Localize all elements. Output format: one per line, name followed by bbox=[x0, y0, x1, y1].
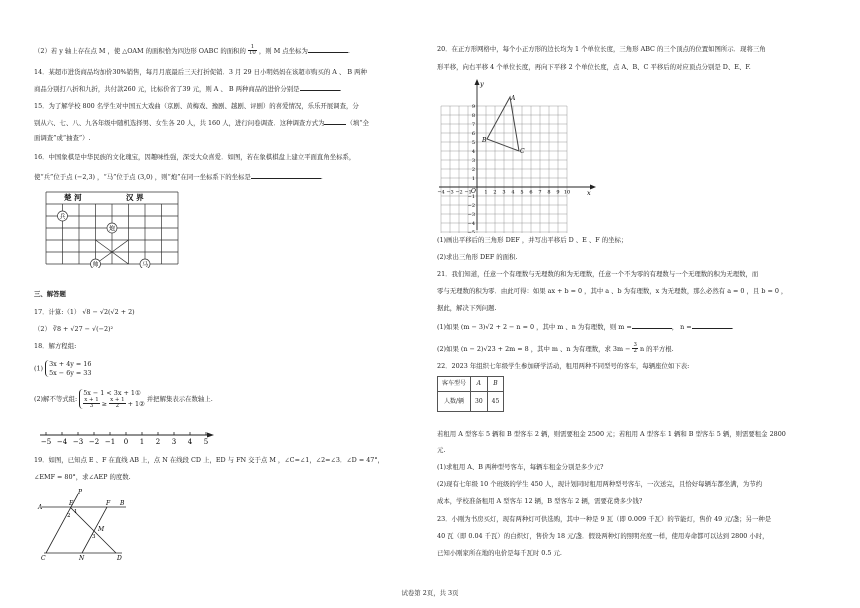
x-tick-label: −2 bbox=[455, 189, 463, 196]
question-19-line2: ∠EMF = 80°，求∠AEP 的度数. bbox=[34, 473, 131, 481]
origin-label: O bbox=[471, 188, 476, 195]
question-22-part-2-line2: 成本，学校准备租用 A 型客车 12 辆，B 型客车 2 辆，需要花费多少钱? bbox=[437, 497, 643, 505]
question-16-line1: 16．中国象棋是中华民族的文化瑰宝，因趣味性强，深受大众喜爱．如图，若在象棋棋盘上建立平面直角坐标系， bbox=[34, 153, 356, 161]
equation-system: 3x + 4y = 16 5x − 6y = 33 bbox=[45, 360, 91, 377]
page-footer: 试卷第 2页，共 3页 bbox=[401, 589, 459, 597]
x-tick-label: 10 bbox=[563, 189, 571, 196]
question-20-line1: 20．在正方形网格中，每个小正方形的边长均为 1 个单位长度，三角形 ABC 的三个顶点的位置如图所示．现将三角 bbox=[437, 45, 766, 53]
number-line-tick-label: 1 bbox=[139, 438, 145, 446]
svg-text:D: D bbox=[117, 555, 122, 562]
svg-text:马: 马 bbox=[141, 261, 149, 268]
question-22-part-1: (1)求租用 A、B 两种型号客车，每辆车租金分别是多少元? bbox=[437, 463, 604, 471]
piece-pao bbox=[107, 223, 117, 233]
question-21-line3: 据此，解决下列问题. bbox=[437, 304, 497, 312]
y-tick-label: −5 bbox=[467, 230, 475, 233]
question-23-line2: 40 瓦（即 0.04 千瓦）的白炽灯，售价为 18 元/盏．假设两种灯的照明亮度一样，使用寿命都可以达到 2800 小时， bbox=[437, 532, 769, 540]
x-tick-label: 5 bbox=[520, 189, 524, 196]
question-15-line2: 别从六、七、八、九各年级中随机选择男、女生各 20 人，共 160 人，进行问卷调查．这种调查方式为 （填“全 bbox=[34, 119, 369, 127]
svg-text:3: 3 bbox=[92, 534, 96, 540]
x-tick-label: 7 bbox=[538, 189, 542, 196]
answer-blank bbox=[300, 84, 340, 91]
y-tick-label: 7 bbox=[471, 122, 475, 128]
question-23-line1: 23．小刚为书房买灯，现有两种灯可供选购，其中一种是 9 瓦（即 0.009 千瓦）的节能灯，售价 49 元/盏；另一种是 bbox=[437, 515, 772, 523]
x-tick-label: 8 bbox=[547, 189, 551, 196]
answer-blank bbox=[308, 46, 348, 53]
answer-blank-n bbox=[692, 322, 732, 329]
x-tick-label: 6 bbox=[529, 189, 533, 196]
y-tick-label: −2 bbox=[467, 203, 475, 209]
y-axis-label: y bbox=[480, 80, 484, 88]
number-line-tick-label: 0 bbox=[123, 438, 129, 446]
svg-text:A: A bbox=[38, 504, 43, 511]
question-21-line2: 零与无理数的积为零．由此可得：如果 ax + b = 0 ，其中 a 、b 为有理数，x 为无理数，那么必然有 a = 0 ，且 b = 0 ， bbox=[437, 287, 788, 295]
answer-blank-m bbox=[632, 322, 672, 329]
question-20-line2: 形平移，向右平移 4 个单位长度，再向下平移 2 个单位长度，点 A、B、C 平移后的对应顶点分别是 D、E、F. bbox=[437, 63, 751, 71]
piece-ma bbox=[140, 259, 150, 268]
svg-text:1: 1 bbox=[74, 509, 78, 515]
x-tick-label: 3 bbox=[502, 189, 506, 196]
number-line-tick-label: −5 bbox=[40, 438, 52, 446]
y-tick-label: 3 bbox=[471, 158, 475, 164]
y-tick-label: −4 bbox=[467, 221, 475, 227]
answer-blank bbox=[324, 118, 346, 125]
chess-board-figure bbox=[42, 190, 182, 268]
question-22-part-2-line1: (2)现有七年级 10 个班级的学生 450 人，现计划同时租用两种型号客车，一次送完，且恰好每辆车都坐满，为节约 bbox=[437, 480, 763, 488]
question-20-part-1: (1)画出平移后的三角形 DEF ，并写出平移后 D 、E 、F 的坐标； bbox=[437, 236, 628, 244]
y-tick-label: −3 bbox=[467, 212, 475, 218]
svg-text:2: 2 bbox=[67, 513, 71, 519]
number-line-tick-label: −4 bbox=[56, 438, 68, 446]
number-line bbox=[38, 426, 218, 448]
number-line-tick-label: 5 bbox=[203, 438, 209, 446]
table-row: 客车型号 A B bbox=[438, 377, 504, 392]
x-tick-label: 2 bbox=[493, 189, 497, 196]
svg-text:帅: 帅 bbox=[92, 261, 99, 268]
question-22-line2: 若租用 A 型客车 5 辆和 B 型客车 2 辆，则需要租金 2500 元；若租用 A 型客车 1 辆和 B 型客车 5 辆，则需要租金 2800 bbox=[437, 430, 786, 438]
vertex-c: C bbox=[520, 148, 525, 155]
x-tick-label: −1 bbox=[464, 189, 472, 196]
inequality-system: 5x − 1 < 3x + 1① $\frac{x + 1}{3}$ ≥ $\frac{x + 1}{2}$ + 1② bbox=[79, 389, 145, 409]
svg-text:F: F bbox=[106, 500, 111, 507]
question-18-part-2: (2)解不等式组: 5x − 1 < 3x + 1① $\frac{x + 1}{3}$ ≥ $\frac{x + 1}{2}$ + 1② 并把解集表示在数轴上. bbox=[34, 389, 213, 410]
number-line-tick-label: −2 bbox=[88, 438, 100, 446]
table-row: 人数/辆 30 45 bbox=[438, 391, 504, 412]
question-15-line3: 面调查”或“抽查”）. bbox=[34, 134, 91, 142]
y-tick-label: 2 bbox=[471, 167, 475, 173]
question-17-part-2: （2） ∛8 + √27 − √(−2)² bbox=[34, 325, 114, 333]
question-23-line3: 已知小刚家所在地的电价是每千瓦时 0.5 元. bbox=[437, 549, 562, 557]
x-tick-label: 9 bbox=[556, 189, 560, 196]
angle-figure bbox=[36, 487, 132, 565]
question-19-line1: 19．如图，已知点 E 、F 在直线 AB 上，点 N 在线段 CD 上，ED 与 FN 交于点 M ，∠C=∠1，∠2=∠3．∠D = 47°， bbox=[34, 456, 384, 464]
question-21-part-1: (1)如果 (m − 3)√2 + 2 − n = 0 ，其中 m 、n 为有理数，则 m = ， n = . bbox=[437, 323, 734, 331]
y-tick-label: −1 bbox=[467, 194, 475, 200]
river-label-left: 楚 河 bbox=[64, 193, 82, 202]
number-line-tick-label: 4 bbox=[187, 438, 193, 446]
answer-blank bbox=[251, 172, 321, 179]
question-18-part-1: (1) 3x + 4y = 16 5x − 6y = 33 bbox=[34, 360, 92, 377]
question-22-line1: 22．2023 年组织七年级学生参加研学活动，租用两种不同型号的客车，每辆座位如下表: bbox=[437, 362, 690, 370]
svg-text:B: B bbox=[120, 500, 125, 507]
y-tick-label: 1 bbox=[471, 176, 475, 182]
x-tick-label: −3 bbox=[446, 189, 454, 196]
question-20-part-2: (2)求出三角形 DEF 的面积. bbox=[437, 253, 518, 261]
question-16-line2: 使“兵”位于点 (−2,3) ，“马”位于点 (3,0) ，则“炮”在同一坐标系下的坐标是 . bbox=[34, 173, 323, 181]
question-21-part-2: (2)如果 (n − 2)√23 + 2m = 8 ，其中 m 、n 为有理数，求 3m − $\frac{3}{2}$ n 的平方根. bbox=[437, 342, 674, 355]
x-axis-label: x bbox=[587, 189, 591, 197]
fraction-one-tenth: $\frac{1}{10}$ bbox=[248, 44, 256, 57]
vertex-a: A bbox=[511, 95, 516, 102]
svg-text:M: M bbox=[98, 526, 105, 533]
x-tick-label: 4 bbox=[511, 189, 515, 196]
y-tick-label: 8 bbox=[471, 113, 475, 119]
section-heading: 三、解答题 bbox=[34, 290, 66, 298]
bus-capacity-table bbox=[437, 376, 504, 412]
question-17-part-1: 17．计算:（1） √8 − √2(√2 + 2) bbox=[34, 308, 135, 316]
piece-bing bbox=[58, 211, 68, 221]
svg-text:P: P bbox=[78, 489, 83, 496]
river-label-right: 汉 界 bbox=[126, 193, 144, 202]
svg-text:N: N bbox=[79, 555, 85, 562]
y-tick-label: 9 bbox=[471, 104, 475, 110]
question-22-line3: 元. bbox=[437, 446, 446, 454]
question-15-line1: 15．为了解学校 800 名学生对中国五大戏曲（京剧、黄梅戏、豫剧、越剧、评剧）的喜爱情况，乐乐开展调查，分 bbox=[34, 102, 359, 110]
vertex-b: B bbox=[482, 137, 487, 144]
svg-text:炮: 炮 bbox=[108, 225, 116, 233]
svg-text:C: C bbox=[41, 555, 46, 562]
number-line-tick-label: 3 bbox=[171, 438, 177, 446]
y-tick-label: 4 bbox=[471, 149, 475, 155]
x-tick-label: 1 bbox=[484, 189, 488, 196]
coordinate-grid bbox=[437, 78, 597, 233]
x-tick-label: −4 bbox=[437, 189, 445, 196]
question-18-title: 18．解方程组: bbox=[34, 342, 77, 350]
question-14-line1: 14．某超市进货商品均加价30%销售，每月月底最后三天打折促销．3 月 29 日小明妈妈在该超市购买的 A 、 B 两种 bbox=[34, 68, 367, 76]
y-tick-label: 6 bbox=[471, 131, 475, 137]
question-13-part-2: （2）若 y 轴上存在点 M ，使 △OAM 的面积恰为四边形 OABC 的面积的 $\frac{1}{10}$ ，则 M 点坐标为 . bbox=[34, 44, 350, 57]
number-line-tick-label: 2 bbox=[155, 438, 161, 446]
svg-text:E: E bbox=[69, 500, 74, 507]
question-21-line1: 21．我们知道，任意一个有理数与无理数的和为无理数，任意一个不为零的有理数与一个无理数的积为无理数，而 bbox=[437, 270, 759, 278]
y-tick-label: 5 bbox=[471, 140, 475, 146]
piece-shuai bbox=[91, 259, 101, 268]
number-line-tick-label: −3 bbox=[72, 438, 84, 446]
question-14-line2: 商品分别打八折和九折，共付款260 元，比标价省了39 元，则 A 、 B 两种商品的进价分别是 . bbox=[34, 85, 342, 93]
number-line-tick-label: −1 bbox=[104, 438, 116, 446]
svg-text:兵: 兵 bbox=[59, 213, 66, 221]
